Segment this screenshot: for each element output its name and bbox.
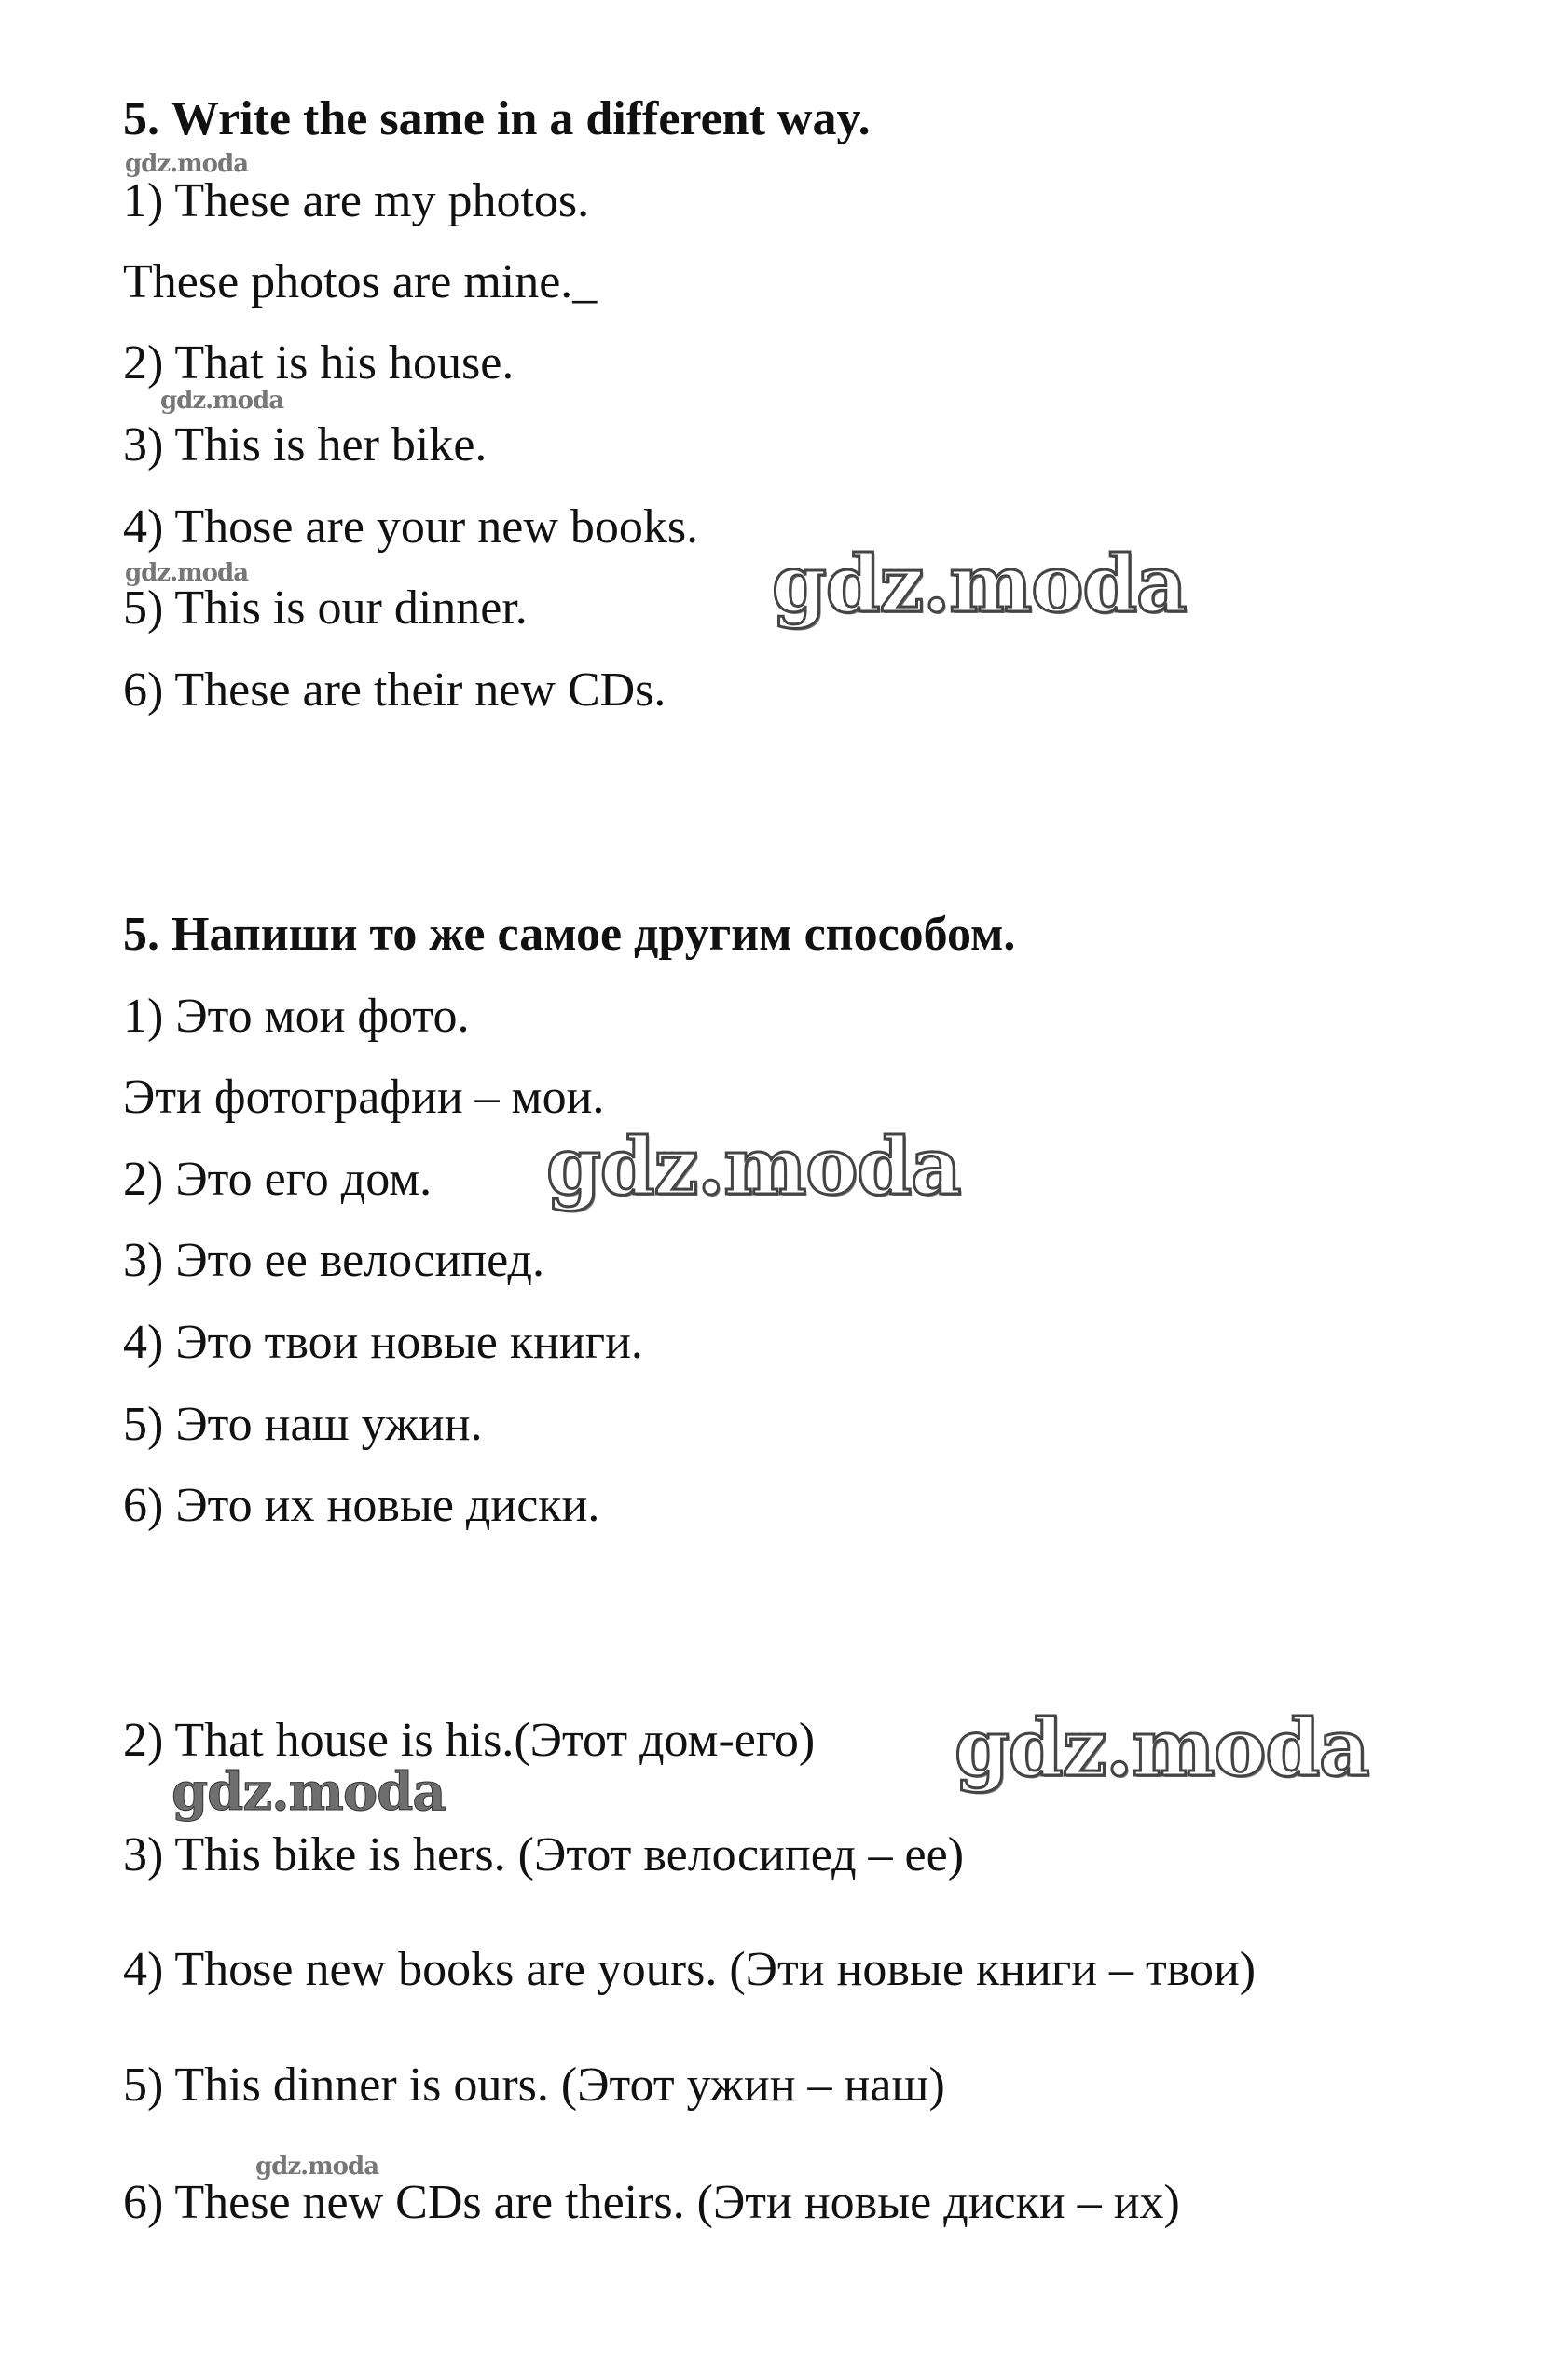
watermark-large-1: gdz.moda xyxy=(772,538,1187,630)
russian-item-1-answer: Эти фотографии – мои. xyxy=(123,1071,605,1124)
english-item-4: 4) Those are your new books. xyxy=(123,500,699,554)
watermark-large-3: gdz.moda xyxy=(955,1702,1369,1794)
watermark-medium-1: gdz.moda xyxy=(172,1761,446,1823)
watermark-small-3: gdz.moda xyxy=(125,559,249,587)
answer-item-5: 5) This dinner is ours. (Этот ужин – наш) xyxy=(123,2059,945,2112)
russian-item-6: 6) Это их новые диски. xyxy=(123,1479,600,1532)
answer-item-3: 3) This bike is hers. (Этот велосипед – ее) xyxy=(123,1828,965,1881)
english-item-2: 2) That is his house. xyxy=(123,336,515,390)
watermark-small-4: gdz.moda xyxy=(255,2153,379,2181)
answer-item-4: 4) Those new books are yours. (Эти новые книги – твои) xyxy=(123,1943,1257,1996)
english-item-6: 6) These are their new CDs. xyxy=(123,663,666,717)
english-item-1-answer: These photos are mine._ xyxy=(123,255,598,308)
english-title: 5. Write the same in a different way. xyxy=(123,92,871,145)
watermark-large-2: gdz.moda xyxy=(546,1120,961,1212)
english-item-3: 3) This is her bike. xyxy=(123,418,488,472)
watermark-small-2: gdz.moda xyxy=(160,387,284,415)
answer-item-2: 2) That house is his.(Этот дом-его) xyxy=(123,1714,816,1767)
russian-title: 5. Напиши то же самое другим способом. xyxy=(123,908,1016,961)
russian-item-2: 2) Это его дом. xyxy=(123,1153,433,1206)
russian-item-4: 4) Это твои новые книги. xyxy=(123,1316,643,1369)
russian-item-5: 5) Это наш ужин. xyxy=(123,1398,483,1451)
answer-item-6: 6) These new CDs are theirs. (Эти новые диски – их) xyxy=(123,2176,1180,2229)
english-item-1: 1) These are my photos. xyxy=(123,174,590,227)
english-item-5: 5) This is our dinner. xyxy=(123,581,528,635)
russian-item-1: 1) Это мои фото. xyxy=(123,990,470,1043)
russian-item-3: 3) Это ее велосипед. xyxy=(123,1234,545,1287)
watermark-small-1: gdz.moda xyxy=(125,150,249,178)
